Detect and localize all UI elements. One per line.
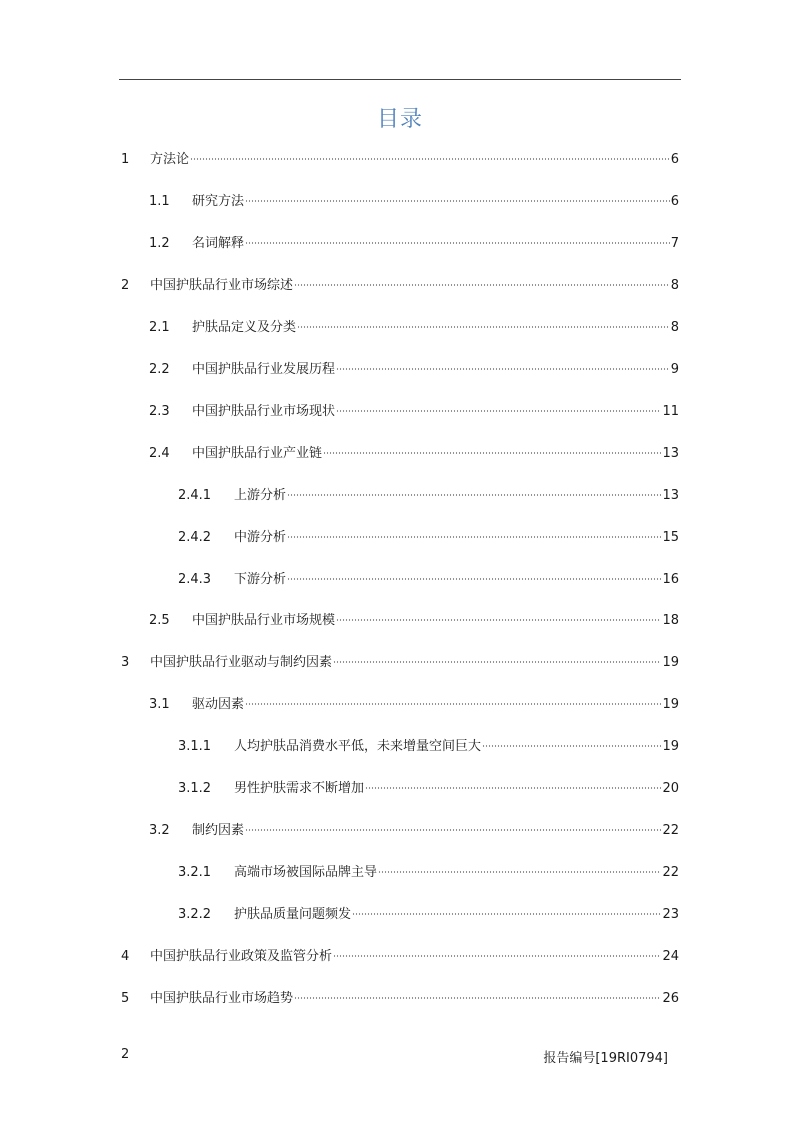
toc-entry[interactable]: [178, 529, 679, 547]
toc-entry[interactable]: [149, 319, 679, 337]
toc-entry[interactable]: [178, 487, 679, 505]
toc-dot-leader: [245, 242, 670, 244]
toc-entry[interactable]: [121, 948, 679, 966]
toc-entry-label: 男性护肤需求不断增加: [234, 781, 365, 797]
toc-dot-leader: [336, 410, 661, 412]
toc-dot-leader: [245, 829, 661, 831]
toc-entry-number: 2.2: [149, 361, 170, 377]
toc-entry-label: 研究方法: [192, 193, 245, 209]
toc-entry-page: 11: [662, 403, 679, 419]
toc-entry-number: 3.2.1: [178, 865, 212, 881]
toc-entry-number: 1.2: [149, 235, 170, 251]
toc-entry-page: 6: [670, 193, 679, 209]
toc-dot-leader: [323, 452, 661, 454]
toc-entry-page: 13: [662, 445, 679, 461]
toc-entry-label: 中国护肤品行业发展历程: [192, 361, 336, 377]
toc-dot-leader: [336, 619, 661, 621]
toc-entry-number: 1.1: [149, 193, 170, 209]
toc-entry-page: 15: [662, 529, 679, 545]
toc-entry-page: 8: [670, 277, 679, 293]
toc-entry-label: 中游分析: [234, 529, 287, 545]
toc-entry-page: 16: [662, 571, 679, 587]
toc-entry-label: 护肤品质量问题频发: [234, 907, 352, 923]
toc-entry-page: 26: [662, 991, 679, 1006]
toc-entry-number: 3.1: [149, 697, 170, 713]
toc-entry-label: 中国护肤品行业驱动与制约因素: [150, 655, 333, 671]
toc-entry-number: 2.5: [149, 613, 170, 629]
toc-entry[interactable]: [178, 906, 679, 924]
toc-entry-label: 制约因素: [192, 823, 245, 839]
toc-entry-number: 2.4: [149, 445, 170, 461]
toc-entry[interactable]: [178, 738, 679, 756]
toc-dot-leader: [294, 997, 661, 999]
toc-entry[interactable]: [149, 235, 679, 253]
toc-entry[interactable]: [178, 780, 679, 798]
toc-entry-page: 19: [662, 655, 679, 671]
toc-entry[interactable]: [149, 822, 679, 840]
toc-entry[interactable]: [178, 571, 679, 589]
toc-entry[interactable]: [149, 612, 679, 630]
toc-entry[interactable]: [149, 403, 679, 421]
toc-entry[interactable]: [121, 990, 679, 1008]
toc-dot-leader: [287, 578, 661, 580]
toc-entry-page: 22: [662, 865, 679, 881]
toc-entry-label: 中国护肤品行业市场趋势: [150, 991, 294, 1006]
footer-page-number: 2: [121, 1047, 130, 1062]
toc-dot-leader: [352, 913, 661, 915]
toc-entry-label: 下游分析: [234, 571, 287, 587]
toc-entry[interactable]: [121, 277, 679, 295]
header-rule: [119, 79, 681, 80]
toc-dot-leader: [245, 200, 670, 202]
toc-entry-label: 中国护肤品行业市场综述: [150, 277, 294, 293]
toc-entry-page: 23: [662, 907, 679, 923]
toc-dot-leader: [287, 494, 661, 496]
toc-entry-label: 护肤品定义及分类: [192, 319, 297, 335]
toc-entry-label: 人均护肤品消费水平低，未来增量空间巨大: [234, 739, 482, 755]
toc-entry-page: 22: [662, 823, 679, 839]
toc-entry-label: 方法论: [150, 152, 190, 167]
toc-entry-number: 3.2: [149, 823, 170, 839]
toc-entry-page: 24: [662, 949, 679, 965]
toc-dot-leader: [245, 703, 661, 705]
toc-entry-number: 2.4.1: [178, 487, 212, 503]
toc-entry[interactable]: [178, 864, 679, 882]
toc-entry-page: 9: [670, 361, 679, 377]
toc-dot-leader: [190, 158, 670, 160]
toc-entry-number: 3: [121, 655, 130, 671]
toc-entry-label: 名词解释: [192, 235, 245, 251]
toc-entry-label: 驱动因素: [192, 697, 245, 713]
toc-entry-page: 7: [670, 235, 679, 251]
toc-entry-number: 2: [121, 277, 130, 293]
toc-dot-leader: [365, 787, 661, 789]
toc-entry-label: 中国护肤品行业市场规模: [192, 613, 336, 629]
toc-entry-number: 1: [121, 152, 130, 167]
toc-entry-number: 2.4.3: [178, 571, 212, 587]
toc-entry-page: 19: [662, 739, 679, 755]
toc-entry-label: 中国护肤品行业产业链: [192, 445, 323, 461]
toc-entry-number: 4: [121, 949, 130, 965]
toc-entry[interactable]: [121, 654, 679, 672]
toc-entry-page: 20: [662, 781, 679, 797]
toc-dot-leader: [287, 536, 661, 538]
toc-dot-leader: [336, 368, 670, 370]
toc-entry-page: 19: [662, 697, 679, 713]
toc-entry-page: 6: [670, 152, 679, 167]
toc-entry[interactable]: [149, 361, 679, 379]
toc-entry-label: 中国护肤品行业市场现状: [192, 403, 336, 419]
toc-dot-leader: [482, 745, 661, 747]
toc-title: 目录: [376, 107, 423, 132]
toc-entry-number: 3.2.2: [178, 907, 212, 923]
toc-entry-number: 2.4.2: [178, 529, 212, 545]
toc-dot-leader: [333, 661, 661, 663]
toc-entry[interactable]: [121, 151, 679, 169]
toc-dot-leader: [333, 955, 661, 957]
toc-entry-label: 中国护肤品行业政策及监管分析: [150, 949, 333, 965]
toc-entry-number: 2.3: [149, 403, 170, 419]
toc-entry[interactable]: [149, 193, 679, 211]
toc-dot-leader: [294, 284, 670, 286]
toc-entry[interactable]: [149, 696, 679, 714]
toc-dot-leader: [297, 326, 670, 328]
toc-entry-number: 3.1.1: [178, 739, 212, 755]
toc-entry-label: 上游分析: [234, 487, 287, 503]
toc-entry-label: 高端市场被国际品牌主导: [234, 865, 378, 881]
toc-entry-number: 2.1: [149, 319, 170, 335]
footer-report-id: 报告编号[19RI0794]: [543, 1051, 668, 1066]
toc-entry-page: 8: [670, 319, 679, 335]
toc-dot-leader: [378, 871, 661, 873]
toc-entry-page: 13: [662, 487, 679, 503]
toc-entry-page: 18: [662, 613, 679, 629]
toc-entry[interactable]: [149, 445, 679, 463]
toc-entry-number: 3.1.2: [178, 781, 212, 797]
toc-entry-number: 5: [121, 991, 130, 1006]
